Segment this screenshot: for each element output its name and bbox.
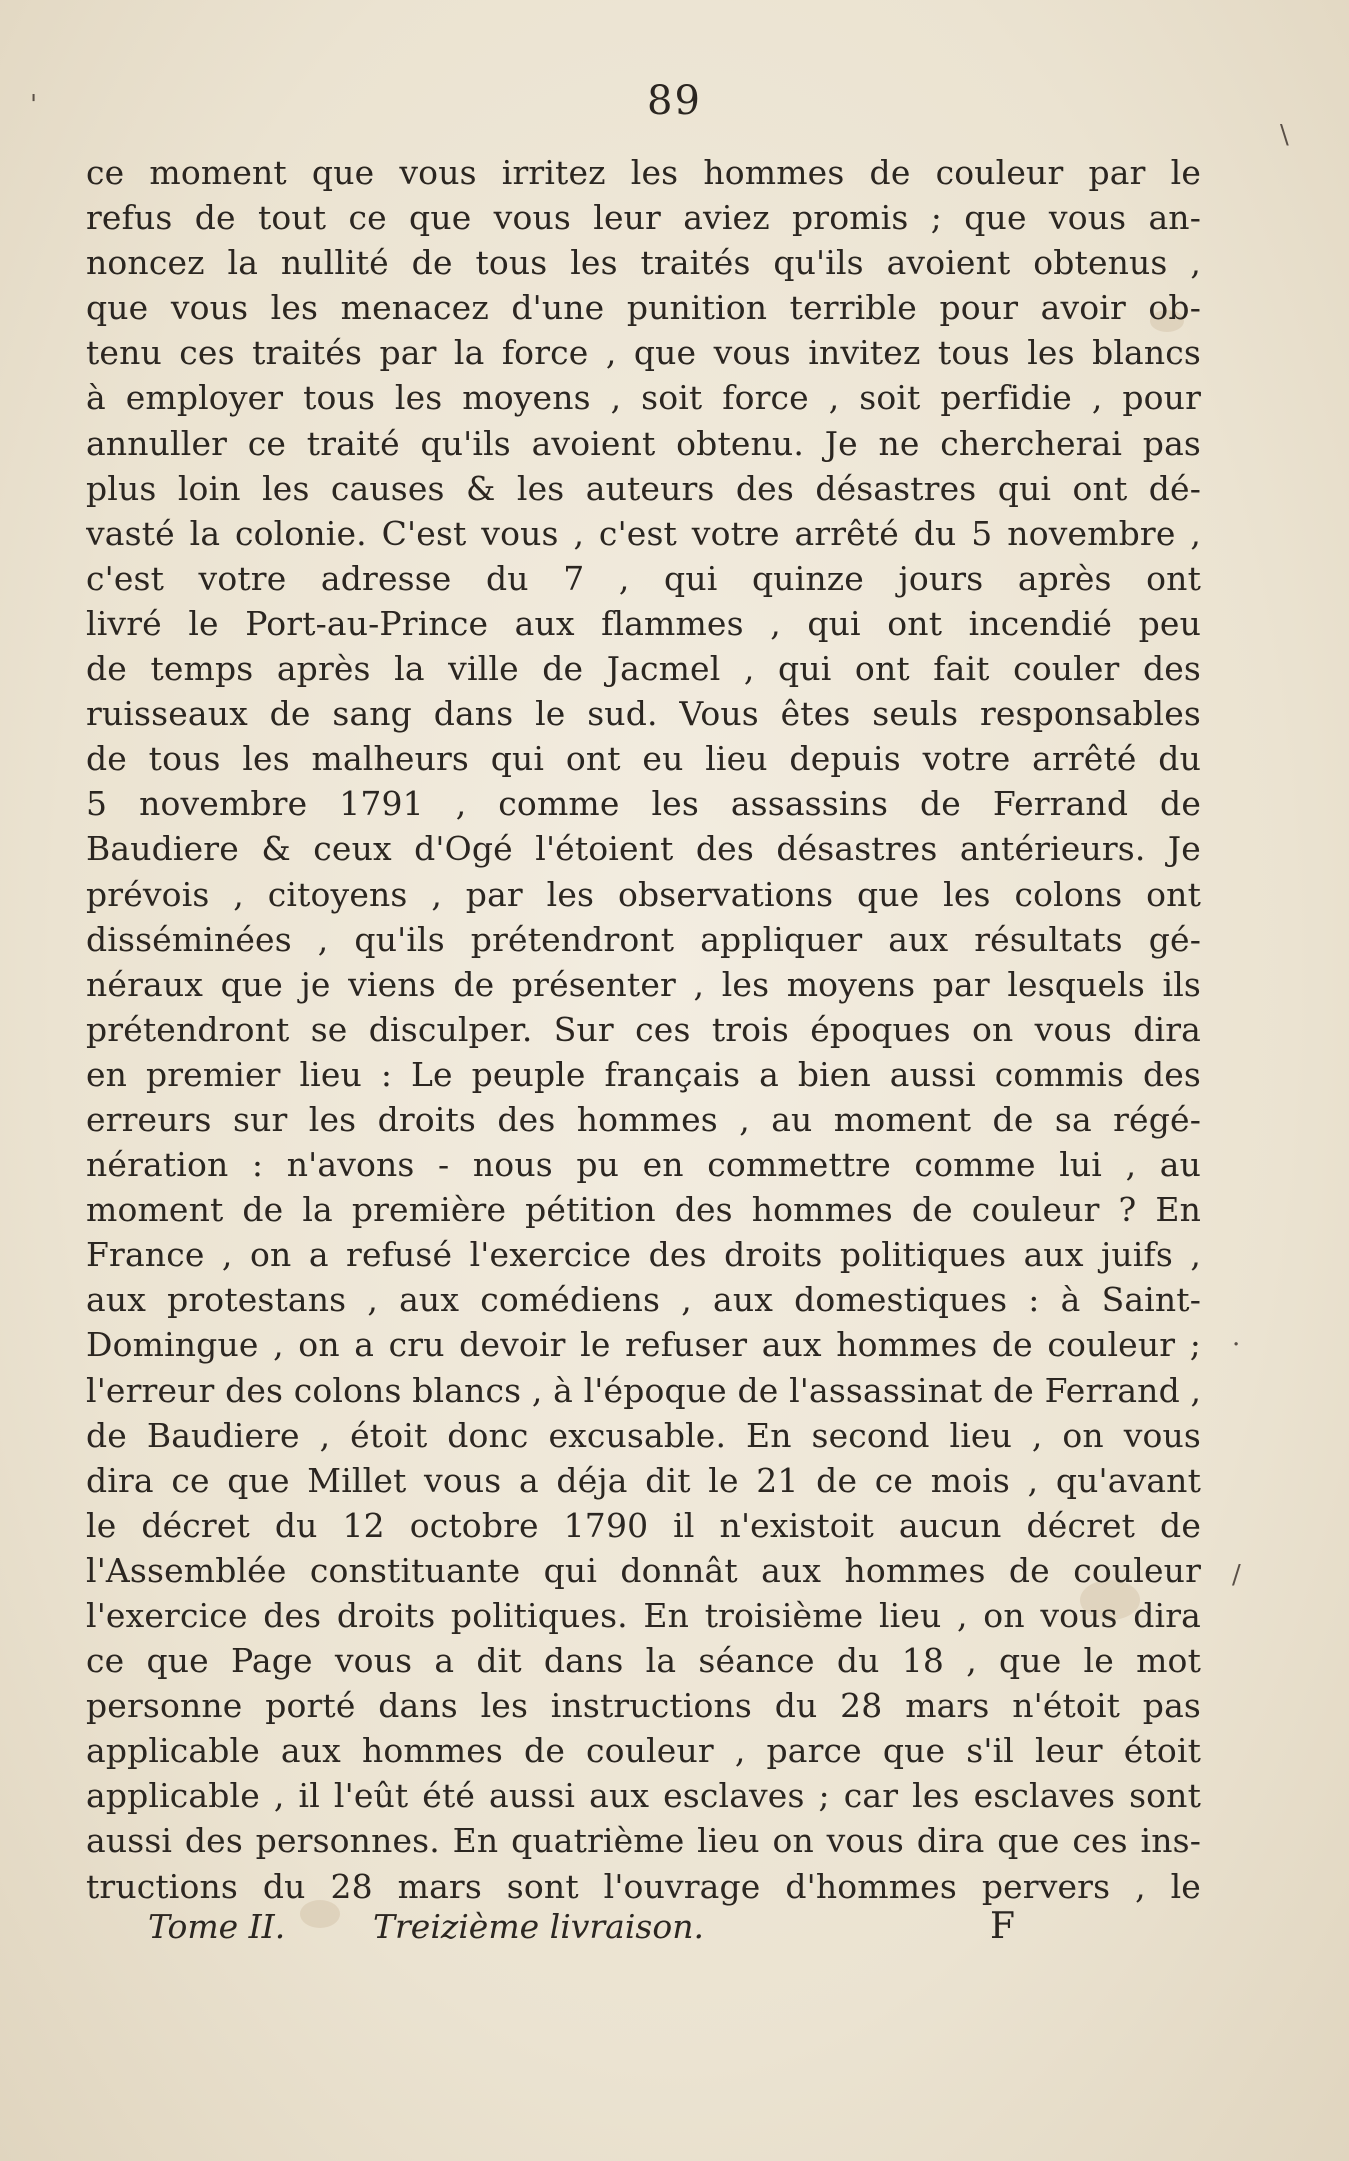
text-line: le décret du 12 octobre 1790 il n'existoit aucun décret de [86,1505,1201,1545]
margin-mark: \ [1280,120,1289,150]
text-line: dira ce que Millet vous a déja dit le 21 de ce mois , qu'avant [86,1460,1201,1500]
text-line: applicable , il l'eût été aussi aux esclaves ; car les esclaves sont [86,1776,1201,1816]
text-line: prétendront se disculper. Sur ces trois époques on vous dira [86,1009,1201,1049]
text-line: ruisseaux de sang dans le sud. Vous êtes seuls responsables [86,694,1201,734]
text-line: tenu ces traités par la force , que vous invitez tous les blancs [86,333,1201,373]
text-line: nération : n'avons - nous pu en commettre comme lui , au [86,1145,1201,1185]
text-line: France , on a refusé l'exercice des droits politiques aux juifs , [86,1235,1201,1275]
margin-mark: · [1232,1330,1241,1360]
text-line: noncez la nullité de tous les traités qu'ils avoient obtenus , [86,243,1201,283]
text-line: Domingue , on a cru devoir le refuser aux hommes de couleur ; [86,1325,1201,1365]
text-line: moment de la première pétition des hommes de couleur ? En [86,1190,1201,1230]
text-line: de tous les malheurs qui ont eu lieu depuis votre arrêté du [86,739,1201,779]
margin-mark: / [1232,1560,1241,1590]
text-line: néraux que je viens de présenter , les moyens par lesquels ils [86,964,1201,1004]
text-line: prévois , citoyens , par les observations que les colons ont [86,874,1201,914]
text-line: en premier lieu : Le peuple français a bien aussi commis des [86,1054,1201,1094]
text-line: vasté la colonie. C'est vous , c'est votre arrêté du 5 novembre , [86,513,1201,553]
text-line: Baudiere & ceux d'Ogé l'étoient des désastres antérieurs. Je [86,829,1201,869]
text-line: aux protestans , aux comédiens , aux domestiques : à Saint- [86,1280,1201,1320]
footer-livraison: Treizième livraison. [373,1907,704,1946]
text-line: plus loin les causes & les auteurs des désastres qui ont dé- [86,468,1201,508]
text-line: livré le Port-au-Prince aux flammes , qui ont incendié peu [86,603,1201,643]
text-line: tructions du 28 mars sont l'ouvrage d'hommes pervers , le [86,1866,1201,1906]
text-line: à employer tous les moyens , soit force , soit perfidie , pour [86,378,1201,418]
page-number: 89 [647,78,702,124]
text-line: l'erreur des colons blancs , à l'époque de l'assassinat de Ferrand , [86,1370,1201,1410]
text-line: 5 novembre 1791 , comme les assassins de Ferrand de [86,784,1201,824]
text-line: ce que Page vous a dit dans la séance du 18 , que le mot [86,1641,1201,1681]
body-text [86,150,1201,1909]
text-line: disséminées , qu'ils prétendront appliquer aux résultats gé- [86,919,1201,959]
margin-mark: ' [30,90,38,120]
text-line: l'Assemblée constituante qui donnât aux hommes de couleur [86,1550,1201,1590]
footer-signature-line [148,1904,1028,1950]
text-line: refus de tout ce que vous leur aviez promis ; que vous an- [86,198,1201,238]
text-line: personne porté dans les instructions du 28 mars n'étoit pas [86,1686,1201,1726]
text-line: aussi des personnes. En quatrième lieu on vous dira que ces ins- [86,1821,1201,1861]
text-line: ce moment que vous irritez les hommes de couleur par le [86,153,1201,192]
text-line: applicable aux hommes de couleur , parce que s'il leur étoit [86,1731,1201,1771]
text-line: annuller ce traité qu'ils avoient obtenu. Je ne chercherai pas [86,423,1201,463]
signature-mark: F [990,1906,1015,1947]
footer-tome: Tome II. [148,1907,286,1946]
text-line: que vous les menacez d'une punition terrible pour avoir ob- [86,288,1201,328]
text-line: erreurs sur les droits des hommes , au moment de sa régé- [86,1099,1201,1139]
text-line: de temps après la ville de Jacmel , qui ont fait couler des [86,649,1201,689]
text-line: de Baudiere , étoit donc excusable. En second lieu , on vous [86,1415,1201,1455]
text-line: l'exercice des droits politiques. En troisième lieu , on vous dira [86,1596,1201,1635]
text-line: c'est votre adresse du 7 , qui quinze jours après ont [86,558,1201,598]
